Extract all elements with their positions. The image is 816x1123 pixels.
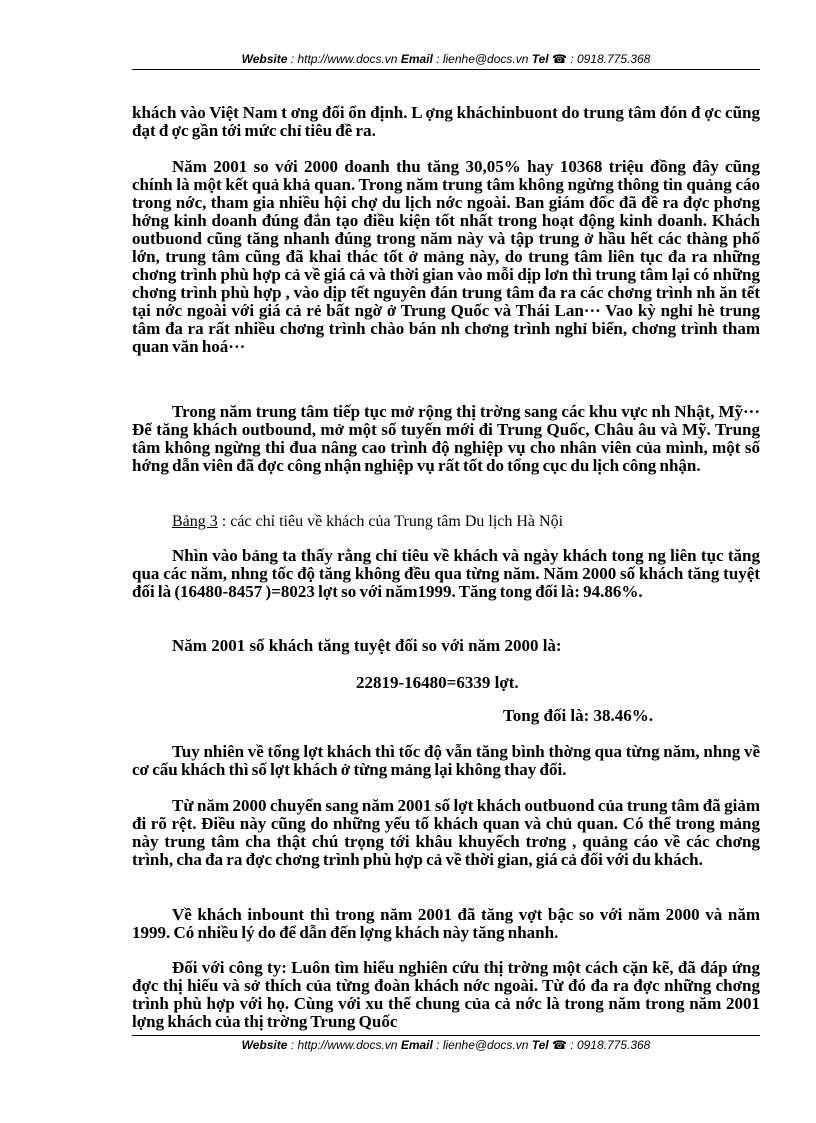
header-website-label: Website [241, 52, 288, 66]
paragraph-2: Năm 2001 so với 2000 doanh thu tăng 30,05% hay 10368 triệu đồng đây cũng chính là một kết quả khả quan. Trong năm trung tâm không ngừng thông tin quảng cáo trong nớc, tham gia nhiều hội chợ du lịch nớc ngoài. Ban giám đốc đã đề ra đợc phơng hớng kinh doanh đúng đắn tạo điều kiện tốt nhất trong hoạt động kinh doanh. Khách outbuond cũng tăng nhanh đúng trong năm này và tập trung ở hầu hết các thàng phố lớn, trung tâm cũng đã khai thác tốt ở mảng này, do trung tâm liên tục đa ra những chơng trình phù hợp cả về giá cả và thời gian vào mỗi dịp lơn thì trung tâm lại có những chơng trình phù hợp , vào dịp tết nguyên đán trung tâm đa ra các chơng trình nh ăn tết tại nớc ngoài với giá cả rẻ bất ngờ ở Trung Quốc và Thái Lan··· Vao kỳ nghỉ hè trung tâm đa ra rất nhiều chơng trình chào bán nh chơng trình nghỉ biển, chơng trình tham quan văn hoá··· [132, 157, 760, 356]
table-caption-label: Bảng 3 [172, 513, 218, 530]
page-header [132, 52, 760, 66]
footer-divider [132, 1035, 760, 1036]
footer-website-value: : http://www.docs.vn [287, 1038, 401, 1052]
relative-growth-line: Tong đối là: 38.46%. [503, 706, 654, 725]
header-email-label: Email [400, 52, 433, 66]
header-tel-value: ☎ : 0918.775.368 [548, 52, 651, 66]
table-caption-text: : các chỉ tiêu về khách của Trung tâm Du lịch Hà Nội [217, 513, 564, 530]
table-caption [172, 513, 563, 531]
header-email-value: : lienhe@docs.vn [432, 52, 532, 66]
footer-tel-label: Tel [531, 1038, 549, 1052]
paragraph-1: khách vào Việt Nam t ơng đối ổn định. L ợng kháchinbuont do trung tâm đón đ ợc cũng đạt đ ợc gần tới mức chỉ tiêu đề ra. [132, 103, 760, 140]
paragraph-3: Trong năm trung tâm tiếp tục mở rộng thị trờng sang các khu vực nh Nhật, Mỹ··· Để tăng khách outbound, mở một số tuyến mới đi Trung Quốc, Châu âu và Mỹ. Trung tâm không ngừng thi đua nâng cao trình độ nghiệp vụ cho nhân viên của mình, một số hớng dẫn viên đã đợc công nhận nghiệp vụ rất tốt do tổng cục du lịch công nhận. [132, 402, 760, 475]
paragraph-9: Từ năm 2000 chuyển sang năm 2001 số lợt khách outbuond của trung tâm đã giảm đi rõ rệt. Điều này cũng do những yếu tố khách quan và chủ quan. Có thể trong mảng này trung tâm cha thật chú trọng tới khâu khuyếch trơng , quảng cáo về các chơng trình, cha đa ra đợc chơng trình phù hợp cả về thời gian, giá cả đối với du khách. [132, 796, 760, 869]
footer-tel-value: ☎ : 0918.775.368 [548, 1038, 651, 1052]
calculation-line: 22819-16480=6339 lợt. [356, 673, 519, 692]
paragraph-5: Năm 2001 số khách tăng tuyệt đối so với năm 2000 là: [172, 636, 562, 655]
paragraph-8: Tuy nhiên về tổng lợt khách thì tốc độ vẫn tăng bình thờng qua từng năm, nhng về cơ cấu khách thì số lợt khách ở từng mảng lại không thay đổi. [132, 742, 760, 779]
paragraph-10: Về khách inbount thì trong năm 2001 đã tăng vợt bậc so với năm 2000 và năm 1999. Có nhiều lý do để dẫn đến lợng khách này tăng nhanh. [132, 905, 760, 942]
header-website-value: : http://www.docs.vn [287, 52, 401, 66]
footer-email-label: Email [400, 1038, 433, 1052]
header-divider [132, 69, 760, 70]
paragraph-4: Nhìn vào bảng ta thấy rằng chỉ tiêu về khách và ngày khách tong ng liên tục tăng qua các năm, nhng tốc độ tăng không đều qua từng năm. Năm 2000 số khách tăng tuyệt đối là (16480-8457 )=8023 lợt so với năm1999. Tăng tong đối là: 94.86%. [132, 546, 760, 601]
footer-email-value: : lienhe@docs.vn [432, 1038, 532, 1052]
header-tel-label: Tel [531, 52, 549, 66]
page-footer [132, 1038, 760, 1052]
footer-website-label: Website [241, 1038, 288, 1052]
paragraph-11: Đối với công ty: Luôn tìm hiểu nghiên cứu thị trờng một cách cặn kẽ, đã đáp ứng đợc thị hiếu và sở thích của từng đoàn khách nớc ngoài. Từ đó đa ra đợc những chơng trình phù hợp với họ. Cùng với xu thế chung của cả nớc là trong năm trong năm 2001 lợng khách của thị trờng Trung Quốc [132, 958, 760, 1031]
